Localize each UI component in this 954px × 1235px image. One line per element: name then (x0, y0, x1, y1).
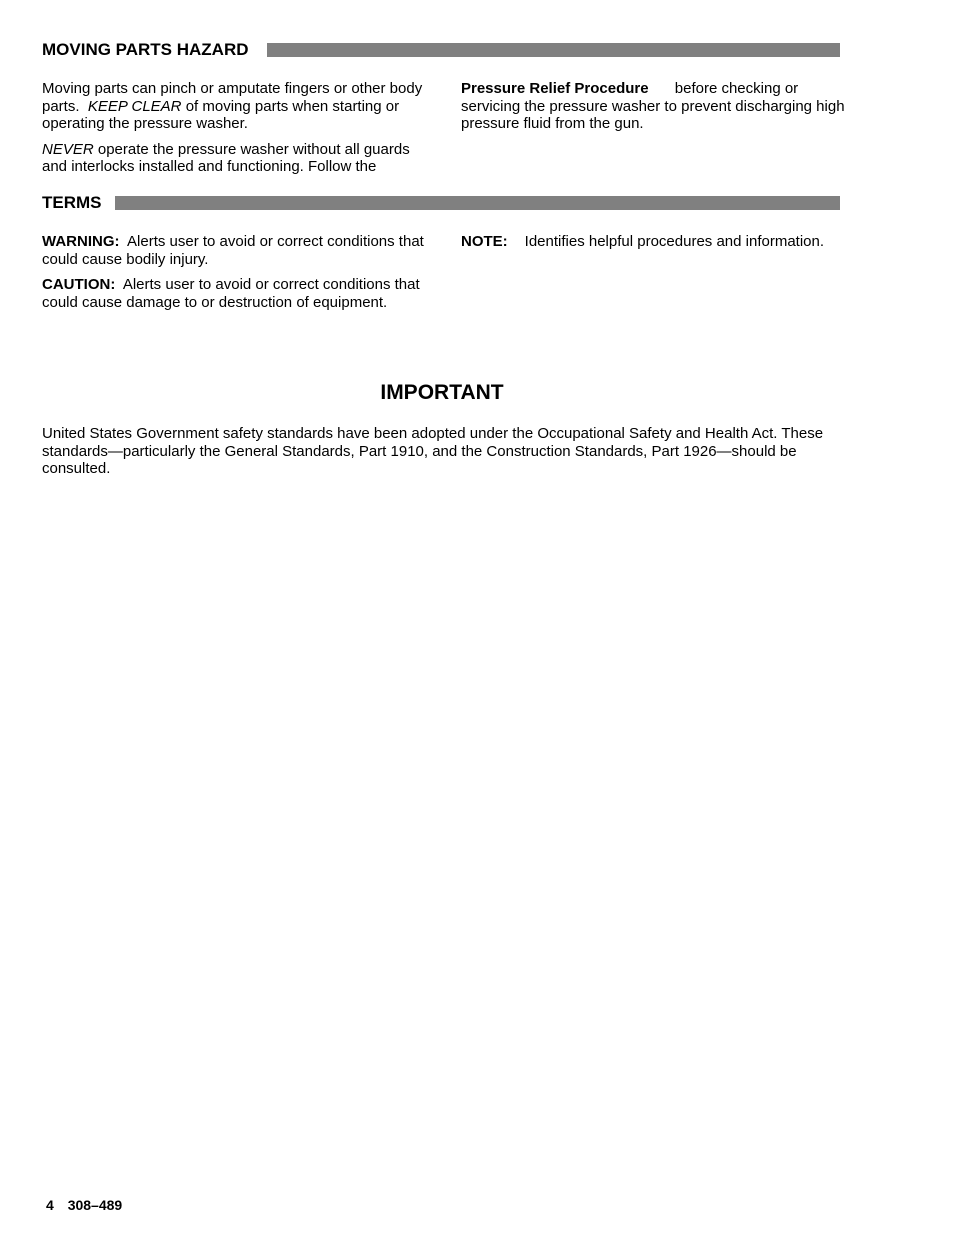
moving-parts-p2-text: operate the pressure washer without all guards and interlocks installed and functioning. Follow the (42, 140, 410, 175)
page-number: 4 (46, 1197, 54, 1213)
moving-parts-paragraph-1 (42, 80, 432, 133)
moving-parts-right-column (461, 80, 851, 141)
moving-parts-p1-text-b: of moving parts when starting or operating the pressure washer. (42, 97, 400, 132)
terms-right-column (461, 233, 851, 259)
keep-clear-emphasis: KEEP CLEAR (87, 97, 182, 115)
section-divider-bar (115, 196, 841, 210)
warning-label: WARNING: (42, 233, 120, 250)
terms-header (42, 193, 840, 213)
section-divider-bar (267, 43, 840, 57)
never-emphasis: NEVER (42, 140, 94, 158)
important-heading: IMPORTANT (380, 381, 504, 404)
caution-label: CAUTION: (42, 276, 116, 293)
caution-definition (42, 276, 432, 311)
terms-left-column (42, 233, 432, 319)
moving-parts-p1-text: Moving parts can pinch or amputate fingers or other body parts. (42, 80, 423, 115)
caution-text: Alerts user to avoid or correct conditions that could cause damage to or destruction of equipment. (42, 276, 420, 311)
note-label: NOTE: (461, 233, 508, 250)
document-number: 308–489 (67, 1197, 123, 1213)
note-text: Identifies helpful procedures and information. (524, 233, 825, 250)
important-paragraph: United States Government safety standards have been adopted under the Occupational Safety and Health Act. These standards—particularly the General Standards, Part 1910, and the Construction Standards, Part 1926—should be consulted. (42, 425, 824, 477)
pressure-relief-text: before checking or servicing the pressure washer to prevent discharging high pressure fluid from the gun. (461, 80, 845, 132)
moving-parts-left-column (42, 80, 432, 184)
moving-parts-hazard-header (42, 40, 840, 60)
pressure-relief-procedure-label: Pressure Relief Procedure (461, 80, 649, 97)
moving-parts-hazard-title: MOVING PARTS HAZARD (42, 40, 249, 59)
note-definition (461, 233, 851, 251)
pressure-relief-paragraph (461, 80, 851, 133)
warning-definition (42, 233, 432, 268)
terms-title: TERMS (42, 193, 102, 212)
moving-parts-paragraph-2 (42, 141, 432, 176)
page-footer (46, 1197, 132, 1213)
warning-text: Alerts user to avoid or correct conditions that could cause bodily injury. (42, 233, 424, 268)
